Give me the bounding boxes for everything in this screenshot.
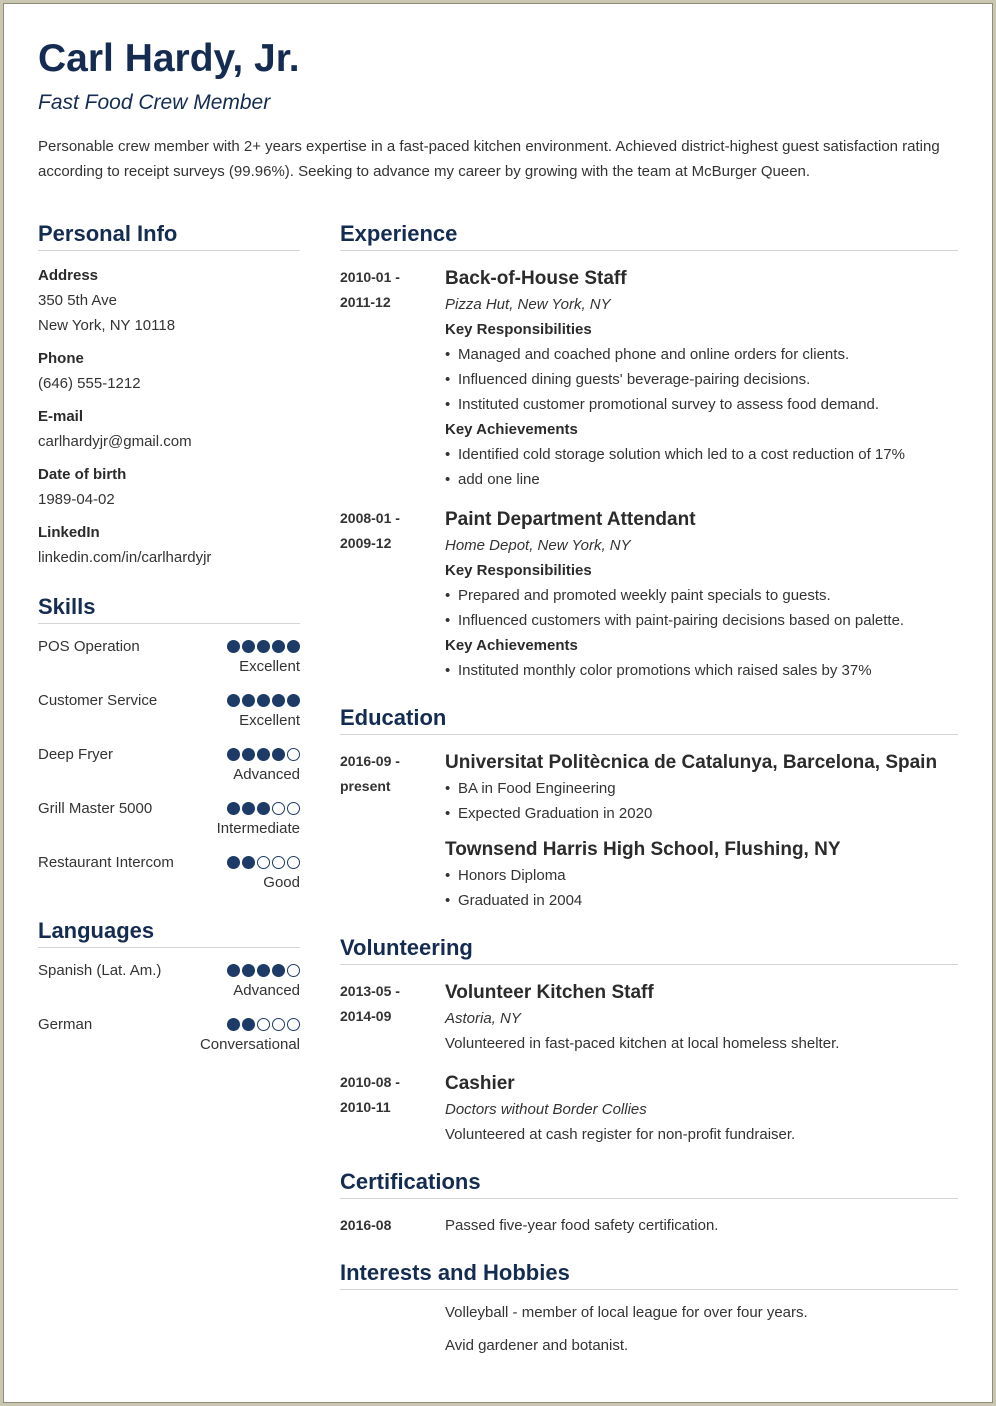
rating-dots <box>227 850 300 872</box>
achievements-list <box>445 442 958 492</box>
filled-dot-icon <box>242 802 255 815</box>
entry-date <box>340 506 445 683</box>
bullet-item: • Instituted monthly color promotions which raised sales by 37% <box>445 658 958 683</box>
volunteering-organization: Doctors without Border Collies <box>445 1101 647 1118</box>
bullet-item: • Influenced dining guests' beverage-pairing decisions. <box>445 367 958 392</box>
skill-item <box>38 688 300 732</box>
filled-dot-icon <box>242 856 255 869</box>
skills-heading: Skills <box>38 592 300 624</box>
certifications-section <box>340 1167 958 1238</box>
skill-item <box>38 850 300 894</box>
personal-info-value: 1989-04-02 <box>38 491 115 508</box>
skill-item-level: Advanced <box>233 766 300 783</box>
rating-dots <box>200 1012 300 1034</box>
education-bullets <box>445 776 958 826</box>
entry-date-end: 2010-11 <box>340 1099 391 1115</box>
skill-item-rating <box>227 850 300 894</box>
volunteering-title: Volunteer Kitchen Staff <box>445 982 654 1003</box>
experience-heading: Experience <box>340 219 958 251</box>
experience-section <box>340 219 958 683</box>
filled-dot-icon <box>257 748 270 761</box>
left-column <box>38 219 300 1056</box>
language-item-rating <box>200 1012 300 1056</box>
personal-info-item <box>38 346 300 396</box>
filled-dot-icon <box>242 640 255 653</box>
experience-title: Back-of-House Staff <box>445 268 627 289</box>
personal-info-value: carlhardyjr@gmail.com <box>38 433 192 450</box>
filled-dot-icon <box>272 748 285 761</box>
personal-info-label: Phone <box>38 350 84 367</box>
languages-list <box>38 958 300 1056</box>
bullet-item: • Expected Graduation in 2020 <box>445 801 958 826</box>
experience-employer: Home Depot, New York, NY <box>445 537 631 554</box>
empty-dot-icon <box>257 1018 270 1031</box>
entry-date-end: 2009-12 <box>340 535 392 551</box>
skill-item-level: Excellent <box>239 658 300 675</box>
entry-date-end: 2014-09 <box>340 1008 392 1024</box>
personal-info-list <box>38 263 300 570</box>
education-details <box>445 836 958 913</box>
volunteering-entry <box>340 1070 958 1147</box>
language-item-name: German <box>38 1016 93 1033</box>
filled-dot-icon <box>242 1018 255 1031</box>
certifications-list <box>340 1213 958 1238</box>
filled-dot-icon <box>242 694 255 707</box>
experience-list <box>340 265 958 683</box>
bullet-item: • Instituted customer promotional survey to assess food demand. <box>445 392 958 417</box>
personal-info-item <box>38 462 300 512</box>
language-item-level: Conversational <box>199 1036 300 1053</box>
entry-date-start: 2010-01 - <box>340 269 400 285</box>
right-column <box>340 219 958 1358</box>
hobby-item: Volleyball - member of local league for over four years. <box>445 1304 808 1321</box>
experience-details <box>445 265 958 492</box>
resume-header <box>38 36 958 184</box>
personal-info-item <box>38 520 300 570</box>
volunteering-list <box>340 979 958 1147</box>
bullet-item: • Influenced customers with paint-pairing decisions based on palette. <box>445 608 958 633</box>
volunteering-description: Volunteered in fast-paced kitchen at local homeless shelter. <box>445 1035 840 1052</box>
filled-dot-icon <box>227 1018 240 1031</box>
rating-dots <box>227 742 300 764</box>
filled-dot-icon <box>272 640 285 653</box>
personal-info-label: Address <box>38 267 99 284</box>
hobbies-heading: Interests and Hobbies <box>340 1258 958 1290</box>
education-bullets <box>445 863 958 913</box>
language-item <box>38 1012 300 1056</box>
skill-item-name: Deep Fryer <box>38 746 114 763</box>
certifications-heading: Certifications <box>340 1167 958 1199</box>
responsibilities-list <box>445 342 958 417</box>
entry-date-start: 2016-09 - <box>340 753 400 769</box>
filled-dot-icon <box>242 964 255 977</box>
bullet-item: • add one line <box>445 467 958 492</box>
filled-dot-icon <box>227 856 240 869</box>
filled-dot-icon <box>227 694 240 707</box>
empty-dot-icon <box>287 1018 300 1031</box>
personal-info-label: E-mail <box>38 408 84 425</box>
personal-info-section <box>38 219 300 570</box>
empty-dot-icon <box>287 856 300 869</box>
personal-info-value: New York, NY 10118 <box>38 317 176 334</box>
personal-info-value: 350 5th Ave <box>38 292 117 309</box>
skills-list <box>38 634 300 894</box>
achievements-heading: Key Achievements <box>445 637 578 654</box>
volunteering-heading: Volunteering <box>340 933 958 965</box>
filled-dot-icon <box>227 640 240 653</box>
hobbies-section <box>340 1258 958 1358</box>
entry-date <box>340 265 445 492</box>
entry-date <box>340 979 445 1056</box>
filled-dot-icon <box>227 964 240 977</box>
language-item-level: Advanced <box>233 982 300 999</box>
empty-dot-icon <box>287 748 300 761</box>
skill-item-name: POS Operation <box>38 638 140 655</box>
empty-dot-icon <box>287 964 300 977</box>
hobbies-list <box>340 1300 958 1358</box>
volunteering-entry <box>340 979 958 1056</box>
filled-dot-icon <box>287 640 300 653</box>
filled-dot-icon <box>242 748 255 761</box>
education-section <box>340 703 958 913</box>
personal-info-label: Date of birth <box>38 466 127 483</box>
achievements-heading: Key Achievements <box>445 421 578 438</box>
skill-item-level: Excellent <box>239 712 300 729</box>
experience-entry <box>340 506 958 683</box>
rating-dots <box>217 796 300 818</box>
filled-dot-icon <box>257 802 270 815</box>
responsibilities-heading: Key Responsibilities <box>445 562 592 579</box>
skill-item-rating <box>227 688 300 732</box>
responsibilities-list <box>445 583 958 633</box>
experience-title: Paint Department Attendant <box>445 509 696 530</box>
personal-info-label: LinkedIn <box>38 524 100 541</box>
entry-date-end: present <box>340 778 391 794</box>
language-item-rating <box>227 958 300 1002</box>
volunteering-organization: Astoria, NY <box>445 1010 521 1027</box>
skill-item-name: Customer Service <box>38 692 158 709</box>
empty-dot-icon <box>272 856 285 869</box>
filled-dot-icon <box>257 640 270 653</box>
entry-date-start: 2008-01 - <box>340 510 400 526</box>
job-title: Fast Food Crew Member <box>38 91 271 114</box>
skill-item-name: Grill Master 5000 <box>38 800 153 817</box>
filled-dot-icon <box>257 694 270 707</box>
volunteering-description: Volunteered at cash register for non-profit fundraiser. <box>445 1126 796 1143</box>
bullet-item: • Honors Diploma <box>445 863 958 888</box>
experience-entry <box>340 265 958 492</box>
candidate-name: Carl Hardy, Jr. <box>38 37 300 80</box>
education-heading: Education <box>340 703 958 735</box>
bullet-item: • Prepared and promoted weekly paint specials to guests. <box>445 583 958 608</box>
skill-item-level: Intermediate <box>216 820 300 837</box>
filled-dot-icon <box>287 694 300 707</box>
skill-item-rating <box>217 796 300 840</box>
entry-date-start: 2010-08 - <box>340 1074 400 1090</box>
experience-details <box>445 506 958 683</box>
certification-text: Passed five-year food safety certification. <box>445 1217 719 1234</box>
education-entry <box>340 836 958 913</box>
entry-date-start: 2013-05 - <box>340 983 400 999</box>
entry-date <box>340 1070 445 1147</box>
bullet-item: • Identified cold storage solution which led to a cost reduction of 17% <box>445 442 958 467</box>
rating-dots <box>227 634 300 656</box>
volunteering-details <box>445 979 958 1056</box>
profile-summary: Personable crew member with 2+ years expertise in a fast-paced kitchen environment. Achieved district-highest guest satisfaction rating according to receipt surveys (99.96%). Seeking to advance my career by growing with the team at McBurger Queen. <box>38 138 940 180</box>
skills-section <box>38 592 300 894</box>
skill-item <box>38 796 300 840</box>
rating-dots <box>227 688 300 710</box>
empty-dot-icon <box>257 856 270 869</box>
skill-item-name: Restaurant Intercom <box>38 854 174 871</box>
filled-dot-icon <box>272 694 285 707</box>
filled-dot-icon <box>257 964 270 977</box>
entry-date <box>340 836 445 913</box>
language-item <box>38 958 300 1002</box>
empty-dot-icon <box>287 802 300 815</box>
volunteering-section <box>340 933 958 1147</box>
volunteering-details <box>445 1070 958 1147</box>
volunteering-title: Cashier <box>445 1073 515 1094</box>
education-details <box>445 749 958 826</box>
filled-dot-icon <box>227 802 240 815</box>
filled-dot-icon <box>227 748 240 761</box>
empty-dot-icon <box>272 1018 285 1031</box>
experience-employer: Pizza Hut, New York, NY <box>445 296 611 313</box>
skill-item <box>38 742 300 786</box>
empty-dot-icon <box>272 802 285 815</box>
language-item-name: Spanish (Lat. Am.) <box>38 962 162 979</box>
entry-date <box>340 749 445 826</box>
personal-info-item <box>38 263 300 338</box>
personal-info-value: (646) 555-1212 <box>38 375 141 392</box>
entry-date-end: 2011-12 <box>340 294 391 310</box>
languages-section <box>38 916 300 1056</box>
languages-heading: Languages <box>38 916 300 948</box>
bullet-item: • Managed and coached phone and online orders for clients. <box>445 342 958 367</box>
achievements-list <box>445 658 958 683</box>
filled-dot-icon <box>272 964 285 977</box>
education-entry <box>340 749 958 826</box>
personal-info-heading: Personal Info <box>38 219 300 251</box>
rating-dots <box>227 958 300 980</box>
skill-item-rating <box>227 742 300 786</box>
education-school: Universitat Politècnica de Catalunya, Barcelona, Spain <box>445 752 938 773</box>
skill-item <box>38 634 300 678</box>
education-list <box>340 749 958 913</box>
bullet-item: • BA in Food Engineering <box>445 776 958 801</box>
personal-info-item <box>38 404 300 454</box>
skill-item-level: Good <box>263 874 300 891</box>
certification-entry <box>340 1213 958 1238</box>
skill-item-rating <box>227 634 300 678</box>
personal-info-value: linkedin.com/in/carlhardyjr <box>38 549 212 566</box>
responsibilities-heading: Key Responsibilities <box>445 321 592 338</box>
education-school: Townsend Harris High School, Flushing, NY <box>445 839 841 860</box>
certification-date: 2016-08 <box>340 1217 392 1233</box>
bullet-item: • Graduated in 2004 <box>445 888 958 913</box>
hobby-item: Avid gardener and botanist. <box>445 1337 629 1354</box>
